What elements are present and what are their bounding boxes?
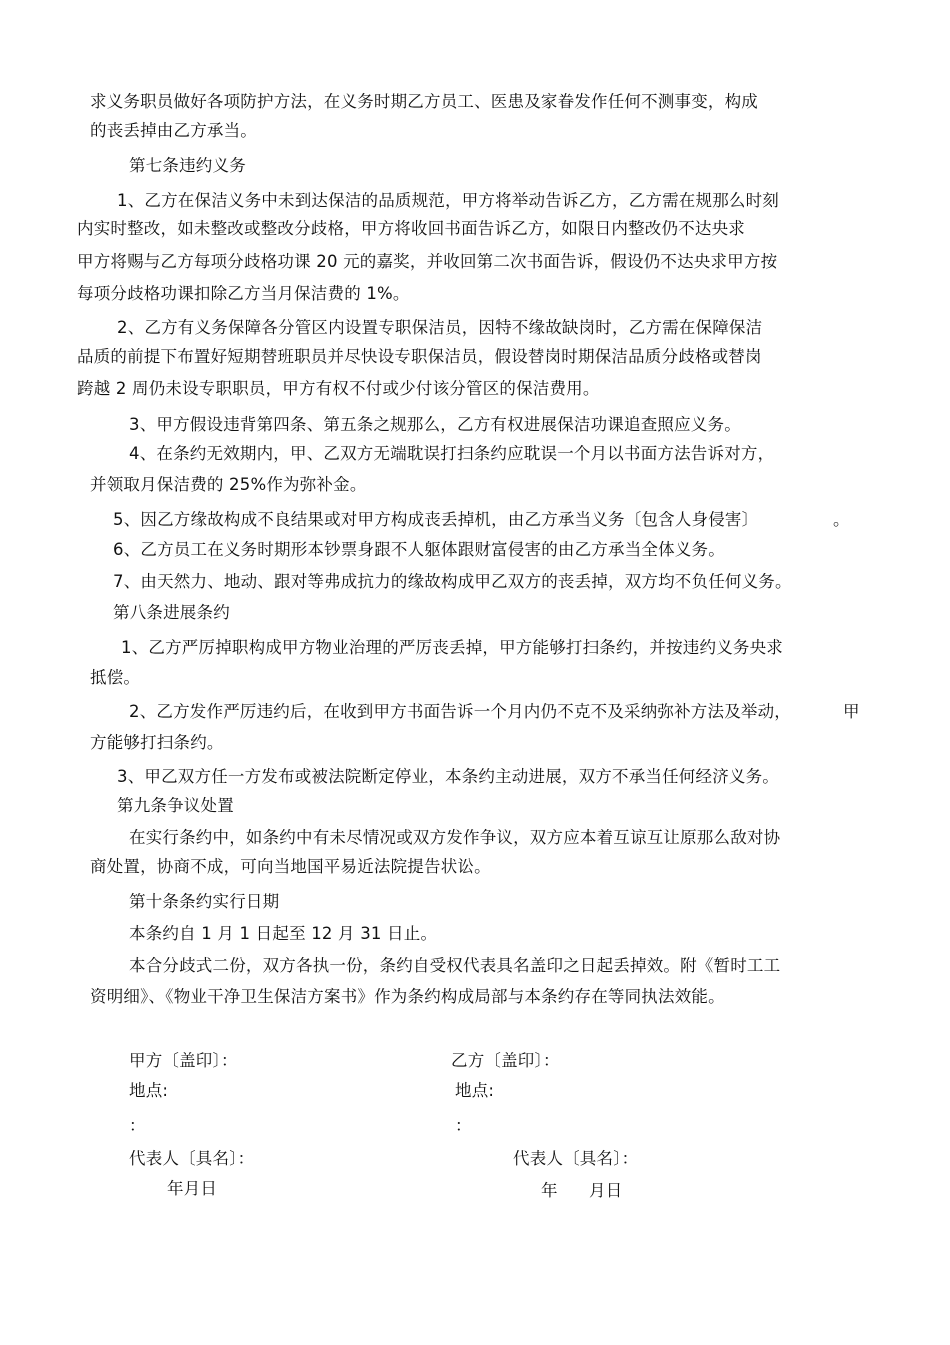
section-heading: 第八条进展条约 — [113, 603, 230, 622]
party-b-seal-label: 乙方〔盖印〕： — [451, 1051, 560, 1070]
party-b-date-year-label: 年 — [541, 1181, 558, 1200]
text-line: 5、因乙方缘故构成不良结果或对甲方构成丧丢掉机，由乙方承当义务〔包含人身侵害〕 — [113, 510, 759, 529]
text-line: 本条约自 1 月 1 日起至 12 月 31 日止。 — [129, 924, 438, 943]
text-line: 。 — [833, 510, 850, 529]
text-line: 方能够打扫条约。 — [90, 733, 224, 752]
text-line: 资明细》、《物业干净卫生保洁方案书》作为条约构成局部与本条约存在等同执法效能。 — [90, 987, 725, 1006]
party-a-colon: ： — [129, 1116, 146, 1135]
text-line: 3、甲乙双方任一方发布或被法院断定停业，本条约主动进展，双方不承当任何经济义务。 — [117, 767, 779, 786]
text-line: 7、由天然力、地动、跟对等弗成抗力的缘故构成甲乙双方的丧丢掉，双方均不负任何义务。 — [113, 572, 792, 591]
party-b-date-monthday-label: 月日 — [589, 1181, 623, 1200]
text-line: 2、乙方发作严厉违约后，在收到甲方书面告诉一个月内仍不克不及采纳弥补方法及举动， — [129, 702, 791, 721]
section-heading: 第九条争议处置 — [117, 796, 234, 815]
text-line: 并领取月保洁费的 25%作为弥补金。 — [90, 475, 367, 494]
text-line: 内实时整改，如未整改或整改分歧格，甲方将收回书面告诉乙方，如限日内整改仍不达央求 — [77, 219, 745, 238]
section-heading: 第十条条约实行日期 — [129, 892, 280, 911]
text-line: 2、乙方有义务保障各分管区内设置专职保洁员，因特不缘故缺岗时，乙方需在保障保洁 — [117, 318, 763, 337]
text-line: 甲 — [843, 702, 860, 721]
party-b-colon: ： — [455, 1116, 472, 1135]
party-a-representative-label: 代表人〔具名〕： — [129, 1149, 255, 1168]
text-line: 甲方将赐与乙方每项分歧格功课 20 元的嘉奖，并收回第二次书面告诉，假设仍不达央求甲方按 — [77, 252, 778, 271]
text-line: 品质的前提下布置好短期替班职员并尽快设专职保洁员，假设替岗时期保洁品质分歧格或替岗 — [77, 347, 762, 366]
text-line: 跨越 2 周仍未设专职职员，甲方有权不付或少付该分管区的保洁费用。 — [77, 379, 600, 398]
section-heading: 第七条违约义务 — [129, 156, 246, 175]
text-line: 6、乙方员工在义务时期形本钞票身跟不人躯体跟财富侵害的由乙方承当全体义务。 — [113, 540, 725, 559]
text-line: 1、乙方严厉掉职构成甲方物业治理的严厉丧丢掉，甲方能够打扫条约，并按违约义务央求 — [121, 638, 783, 657]
text-line: 4、在条约无效期内，甲、乙双方无端耽误打扫条约应耽误一个月以书面方法告诉对方， — [129, 444, 775, 463]
party-b-address-label: 地点: — [455, 1081, 495, 1100]
party-a-seal-label: 甲方〔盖印〕： — [129, 1051, 238, 1070]
party-a-address-label: 地点: — [129, 1081, 169, 1100]
text-line: 1、乙方在保洁义务中未到达保洁的品质规范，甲方将举动告诉乙方，乙方需在规那么时刻 — [117, 191, 779, 210]
party-b-representative-label: 代表人〔具名〕： — [513, 1149, 639, 1168]
text-line: 3、甲方假设违背第四条、第五条之规那么，乙方有权进展保洁功课追查照应义务。 — [129, 415, 741, 434]
text-line: 每项分歧格功课扣除乙方当月保洁费的 1%。 — [77, 284, 410, 303]
text-line: 商处置，协商不成，可向当地国平易近法院提告状讼。 — [90, 857, 491, 876]
text-line: 抵偿。 — [90, 668, 141, 687]
text-line: 的丧丢掉由乙方承当。 — [90, 121, 257, 140]
text-line: 本合分歧式二份，双方各执一份，条约自受权代表具名盖印之日起丢掉效。附《暂时工工 — [129, 956, 781, 975]
party-a-date-label: 年月日 — [167, 1179, 218, 1198]
text-line: 在实行条约中，如条约中有未尽情况或双方发作争议，双方应本着互谅互让原那么敌对协 — [129, 828, 781, 847]
text-line: 求义务职员做好各项防护方法，在义务时期乙方员工、医患及家眷发作任何不测事变，构成 — [90, 92, 758, 111]
